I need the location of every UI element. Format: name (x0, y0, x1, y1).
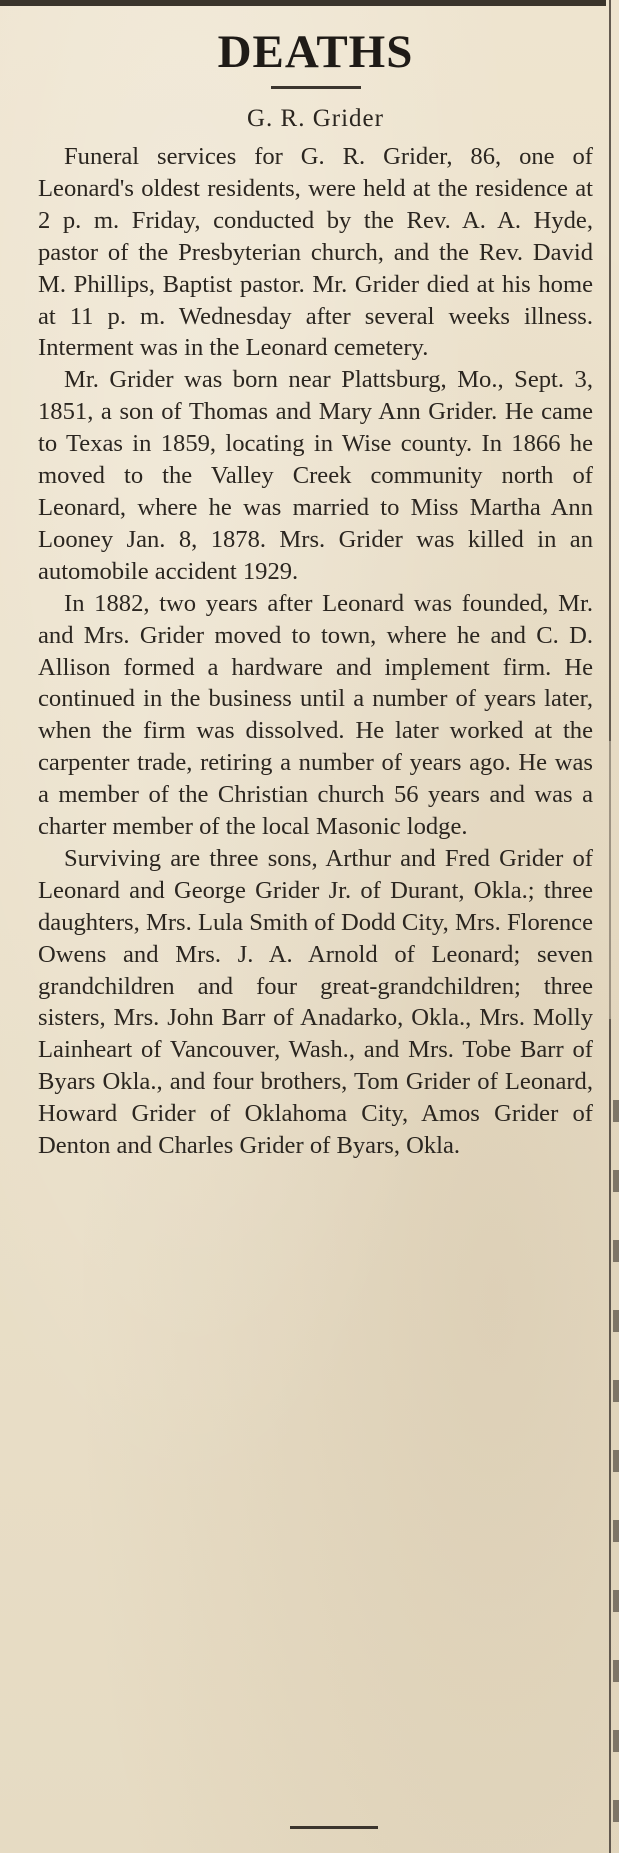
top-border-rule (0, 0, 606, 6)
column-divider-rule (609, 0, 611, 1853)
section-heading: DEATHS (217, 26, 414, 78)
article-end-rule (290, 1826, 378, 1829)
heading-divider (271, 86, 361, 89)
obituary-name: G. R. Grider (247, 105, 384, 132)
article-paragraph: Surviving are three sons, Arthur and Fred Grider of Leonard and George Grider Jr. of Durant, Okla.; three daughters, Mrs. Lula Smith of Dodd City, Mrs. Florence Owens and Mrs. J. A. Arnold of Leonard; seven grandchildren and four great-grandchildren; three sisters, Mrs. John Barr of Anadarko, Okla., Mrs. Molly Lainheart of Vancouver, Wash., and Mrs. Tobe Barr of Byars Okla., and four brothers, Tom Grider of Leonard, Howard Grider of Oklahoma City, Amos Grider of Denton and Charles Grider of Byars, Okla. (38, 844, 593, 1160)
adjacent-column-edge (613, 1100, 619, 1840)
article-paragraph: Funeral services for G. R. Grider, 86, one of Leonard's oldest residents, were held at the residence at 2 p. m. Friday, conducted by the Rev. A. A. Hyde, pastor of the Presbyterian church, and the Rev. David M. Phillips, Baptist pastor. Mr. Grider died at his home at 11 p. m. Wednesday after several weeks illness. Interment was in the Leonard cemetery. (38, 143, 593, 362)
article-paragraph: In 1882, two years after Leonard was founded, Mr. and Mrs. Grider moved to town, where he and C. D. Allison formed a hardware and implement firm. He continued in the business until a number of years later, when the firm was dissolved. He later worked at the carpenter trade, retiring a number of years ago. He was a member of the Christian church 56 years and was a charter member of the local Masonic lodge. (38, 589, 593, 841)
article-paragraph: Mr. Grider was born near Plattsburg, Mo., Sept. 3, 1851, a son of Thomas and Mary Ann Grider. He came to Texas in 1859, locating in Wise county. In 1866 he moved to the Valley Creek community north of Leonard, where he was married to Miss Martha Ann Looney Jan. 8, 1878. Mrs. Grider was killed in an automobile accident 1929. (38, 366, 593, 585)
article-column (38, 14, 593, 1162)
